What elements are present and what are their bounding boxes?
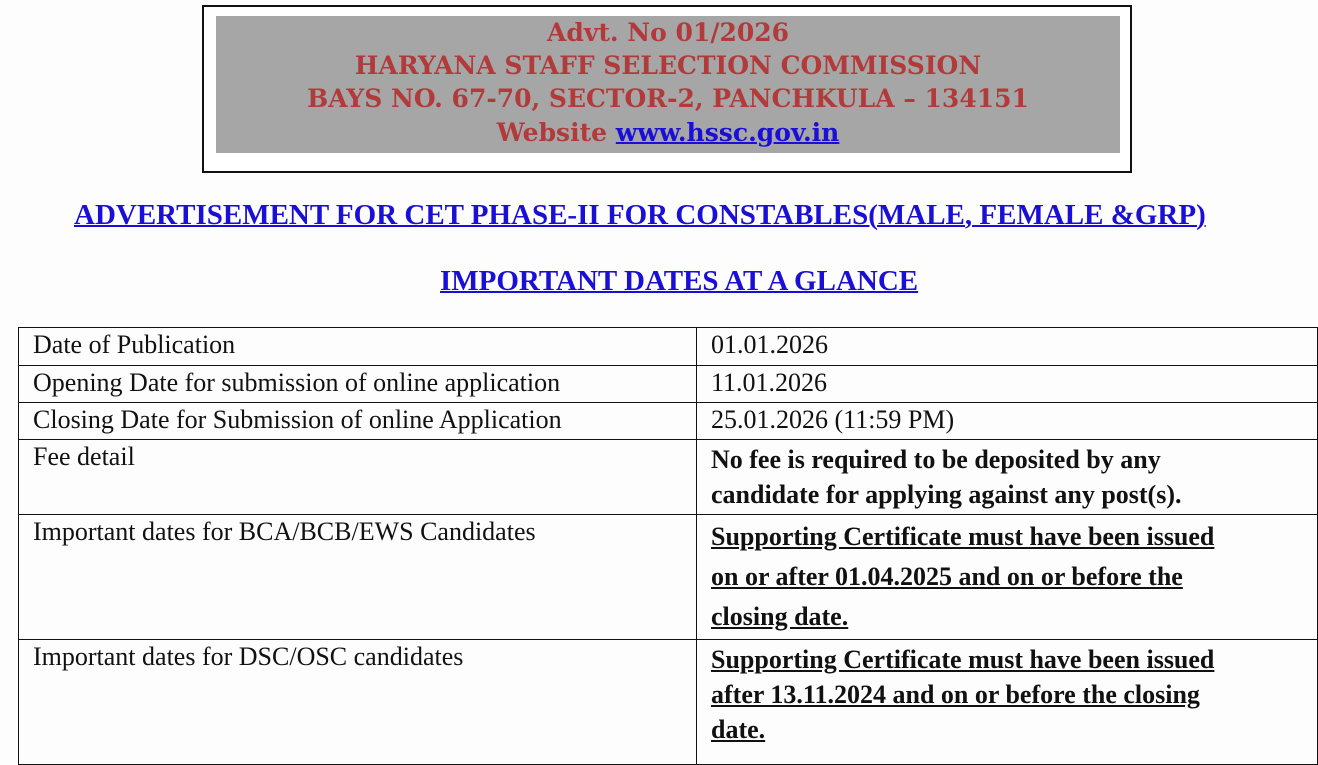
website-link[interactable]: www.hssc.gov.in (615, 118, 840, 147)
table-row (19, 440, 1318, 515)
row-value-line: date. (711, 715, 766, 744)
important-dates-title[interactable]: IMPORTANT DATES AT A GLANCE (440, 265, 919, 297)
row-value-line: on or after 01.04.2025 and on or before the (711, 562, 1183, 591)
table-row (19, 640, 1318, 765)
important-dates-table (18, 327, 1318, 765)
organization-address: BAYS NO. 67-70, SECTOR-2, PANCHKULA – 134151 (307, 84, 1029, 113)
row-value-line: closing date. (711, 602, 849, 631)
organization-name: HARYANA STAFF SELECTION COMMISSION (354, 51, 982, 80)
row-value-line: Supporting Certificate must have been issued (711, 522, 1215, 551)
row-value (697, 640, 1318, 765)
row-label: Date of Publication (19, 328, 697, 366)
row-value-line: 01.01.2026 (711, 330, 828, 359)
row-value-line: No fee is required to be deposited by any (711, 445, 1161, 474)
row-value-line: Supporting Certificate must have been issued (711, 645, 1215, 674)
table-row (19, 403, 1318, 440)
table-row (19, 515, 1318, 640)
row-value (697, 515, 1318, 640)
row-label: Closing Date for Submission of online Application (19, 403, 697, 440)
row-value (697, 328, 1318, 366)
row-label: Opening Date for submission of online application (19, 366, 697, 403)
website-label: Website (496, 118, 608, 147)
row-value-line: 11.01.2026 (711, 368, 828, 397)
website-line (216, 116, 1120, 149)
row-value (697, 403, 1318, 440)
table-row (19, 366, 1318, 403)
row-value-line: 25.01.2026 (11:59 PM) (711, 405, 955, 434)
row-value-line: after 13.11.2024 and on or before the closing (711, 680, 1200, 709)
advt-number: Advt. No 01/2026 (546, 18, 790, 47)
advertisement-title[interactable]: ADVERTISEMENT FOR CET PHASE-II FOR CONSTABLES(MALE, FEMALE &GRP) (74, 199, 1206, 231)
table-row (19, 328, 1318, 366)
row-value-line: candidate for applying against any post(s). (711, 480, 1182, 509)
row-label: Important dates for DSC/OSC candidates (19, 640, 697, 765)
row-label: Fee detail (19, 440, 697, 515)
row-label: Important dates for BCA/BCB/EWS Candidates (19, 515, 697, 640)
row-value (697, 440, 1318, 515)
row-value (697, 366, 1318, 403)
